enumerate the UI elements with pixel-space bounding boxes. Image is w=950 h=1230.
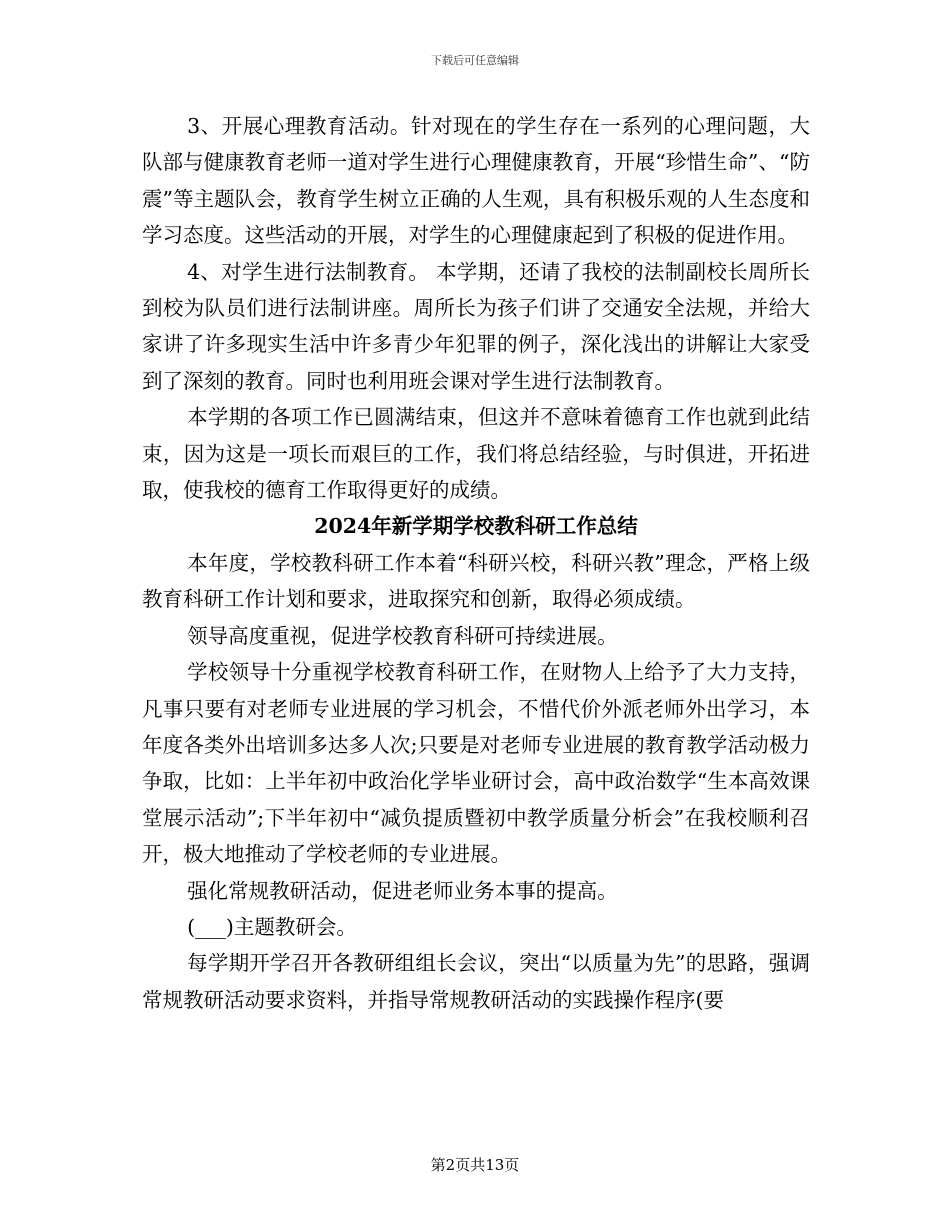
paragraph-leadership-heading: 领导高度重视，促进学校教育科研可持续进展。	[187, 623, 618, 648]
paragraph-semester-meeting: 每学期开学召开各教研组组长会议，突出“以质量为先”的思路，强调常规教研活动要求资料，并指导常规教研活动的实践操作程序(要	[142, 951, 810, 1012]
section-title: 2024年新学期学校教科研工作总结	[314, 514, 638, 539]
page-number: 第2页共13页	[430, 1156, 520, 1174]
document-body	[142, 108, 810, 1018]
paragraph-routine-research-heading: 强化常规教研活动，促进老师业务本事的提高。	[187, 878, 618, 903]
paragraph-leadership-support: 学校领导十分重视学校教育科研工作，在财物人上给予了大力支持，凡事只要有对老师专业进展的学习机会，不惜代价外派老师外出学习，本年度各类外出培训多达多人次;只要是对老师专业进展的教育教学活动极力争取，比如：上半年初中政治化学毕业研讨会，高中政治数学“生本高效课堂展示活动”;下半年初中“减负提质暨初中教学质量分析会”在我校顺利召开，极大地推动了学校老师的专业进展。	[142, 660, 810, 867]
paragraph-psychology-education: 3、开展心理教育活动。针对现在的学生存在一系列的心理问题，大队部与健康教育老师一道对学生进行心理健康教育，开展“珍惜生命”、“防震”等主题队会，教育学生树立正确的人生观，具有积极乐观的人生态度和学习态度。这些活动的开展，对学生的心理健康起到了积极的促进作用。	[142, 114, 810, 248]
paragraph-semester-conclusion: 本学期的各项工作已圆满结束，但这并不意味着德育工作也就到此结束，因为这是一项长而艰巨的工作，我们将总结经验，与时俱进，开拓进取，使我校的德育工作取得更好的成绩。	[142, 405, 810, 503]
paragraph-theme-meeting: (___)主题教研会。	[187, 914, 357, 939]
page-header: 下载后可任意编辑	[431, 54, 519, 67]
paragraph-legal-education: 4、对学生进行法制教育。 本学期，还请了我校的法制副校长周所长到校为队员们进行法制讲座。周所长为孩子们讲了交通安全法规，并给大家讲了许多现实生活中许多青少年犯罪的例子，深化浅出的讲解让大家受到了深刻的教育。同时也利用班会课对学生进行法制教育。	[142, 259, 810, 393]
paragraph-research-intro: 本年度，学校教科研工作本着“科研兴校，科研兴教”理念，严格上级教育科研工作计划和要求，进取探究和创新，取得必须成绩。	[142, 550, 810, 612]
